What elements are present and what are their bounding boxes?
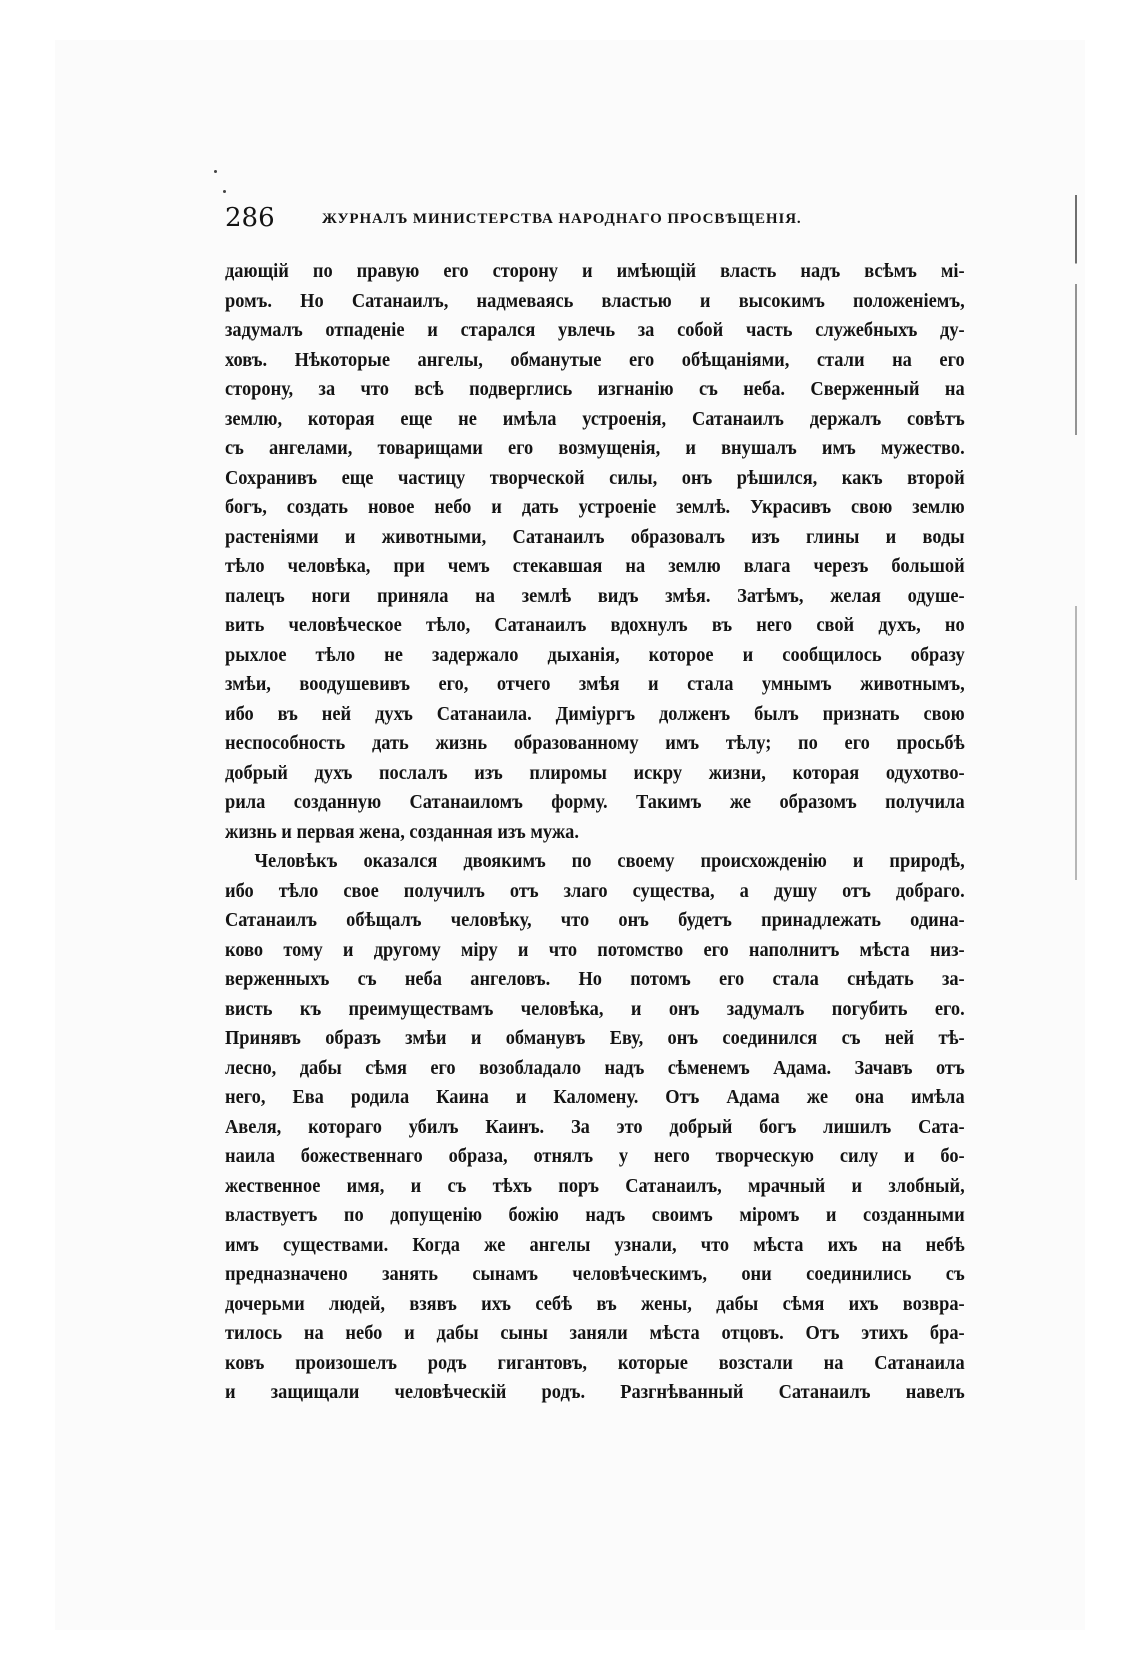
text-line: добрый духъ послалъ изъ плиромы искру жизни, которая одухотво- <box>225 761 965 784</box>
text-line: рила созданную Сатанаиломъ форму. Такимъ же образомъ получила <box>225 791 965 813</box>
text-line: ибо въ ней духъ Сатанаила. Диміургъ долженъ былъ признать свою <box>225 702 965 725</box>
text-line: неспособность дать жизнь образованному имъ тѣлу; по его просьбѣ <box>225 732 965 754</box>
text-line: жественное имя, и съ тѣхъ поръ Сатанаилъ, мрачный и злобный, <box>225 1174 965 1197</box>
text-line: ромъ. Но Сатанаилъ, надмеваясь властью и высокимъ положеніемъ, <box>225 289 965 312</box>
body-text <box>225 257 965 1408</box>
text-line: имъ существами. Когда же ангелы узнали, что мѣста ихъ на небѣ <box>225 1233 965 1256</box>
text-line: ибо тѣло свое получилъ отъ злаго существа, а душу отъ добраго. <box>225 879 965 902</box>
text-line: вить человѣческое тѣло, Сатанаилъ вдохнулъ въ него свой духъ, но <box>225 614 965 636</box>
text-line: Сатанаилъ обѣщалъ человѣку, что онъ будетъ принадлежать одина- <box>225 909 965 931</box>
text-line: Авеля, котораго убилъ Каинъ. За это добрый богъ лишилъ Сата- <box>225 1115 965 1138</box>
text-line: висть къ преимуществамъ человѣка, и онъ задумалъ погубить его. <box>225 997 965 1020</box>
page-header <box>225 202 865 234</box>
text-line: Принявъ образъ змѣи и обманувъ Еву, онъ соединился съ ней тѣ- <box>225 1027 965 1049</box>
text-line: дающій по правую его сторону и имѣющій власть надъ всѣмъ мі- <box>225 260 965 282</box>
text-line: лесно, дабы сѣмя его возобладало надъ сѣменемъ Адама. Зачавъ отъ <box>225 1056 965 1079</box>
text-line: дочерьми людей, взявъ ихъ себѣ въ жены, дабы сѣмя ихъ возвра- <box>225 1292 965 1315</box>
text-line: землю, которая еще не имѣла устроенія, Сатанаилъ держалъ совѣтъ <box>225 407 965 430</box>
scan-speck <box>214 170 217 173</box>
text-line: рыхлое тѣло не задержало дыханія, которое и сообщилось образу <box>225 643 965 666</box>
text-line: ково тому и другому міру и что потомство его наполнитъ мѣста низ- <box>225 938 965 961</box>
paragraph-1 <box>225 257 965 847</box>
text-line: верженныхъ съ неба ангеловъ. Но потомъ его стала снѣдать за- <box>225 968 965 990</box>
text-line: него, Ева родила Каина и Каломену. Отъ Адама же она имѣла <box>225 1086 965 1108</box>
text-line: наила божественнаго образа, отнялъ у него творческую силу и бо- <box>225 1145 965 1167</box>
text-line: задумалъ отпаденіе и старался увлечь за собой часть служебныхъ ду- <box>225 319 965 341</box>
text-line: Сохранивъ еще частицу творческой силы, онъ рѣшился, какъ второй <box>225 466 965 489</box>
text-line: и защищали человѣческій родъ. Разгнѣванный Сатанаилъ навелъ <box>225 1381 965 1403</box>
text-line: предназначено занять сынамъ человѣческимъ, они соединились съ <box>225 1263 965 1285</box>
scan-speck <box>223 190 226 193</box>
text-line: ковъ произошелъ родъ гигантовъ, которые возстали на Сатанаила <box>225 1351 965 1374</box>
text-line: ховъ. Нѣкоторые ангелы, обманутые его обѣщаніями, стали на его <box>225 348 965 371</box>
text-line: палецъ ноги приняла на землѣ видъ змѣя. Затѣмъ, желая одуше- <box>225 584 965 607</box>
text-line: властвуетъ по допущенію божію надъ своимъ міромъ и созданными <box>225 1204 965 1226</box>
text-line: змѣи, воодушевивъ его, отчего змѣя и стала умнымъ животнымъ, <box>225 673 965 695</box>
text-line: Человѣкъ оказался двоякимъ по своему происхожденію и природѣ, <box>254 850 965 872</box>
text-line: съ ангелами, товарищами его возмущенія, и внушалъ имъ мужество. <box>225 437 965 459</box>
text-line: тѣло человѣка, при чемъ стекавшая на землю влага черезъ большой <box>225 555 965 577</box>
scan-margin-line <box>1075 195 1077 880</box>
text-line: богъ, создать новое небо и дать устроеніе землѣ. Украсивъ свою землю <box>225 496 965 518</box>
text-line: жизнь и первая жена, созданная изъ мужа. <box>225 820 579 843</box>
paragraph-2 <box>225 847 965 1408</box>
text-line: сторону, за что всѣ подверглись изгнанію съ неба. Сверженный на <box>225 378 965 400</box>
text-line: тилось на небо и дабы сыны заняли мѣста отцовъ. Отъ этихъ бра- <box>225 1322 965 1344</box>
page-number: 286 <box>225 203 275 233</box>
running-head: ЖУРНАЛЪ МИНИСТЕРСТВА НАРОДНАГО ПРОСВѢЩЕНІЯ. <box>322 211 802 227</box>
text-line: растеніями и животными, Сатанаилъ образовалъ изъ глины и воды <box>225 525 965 548</box>
